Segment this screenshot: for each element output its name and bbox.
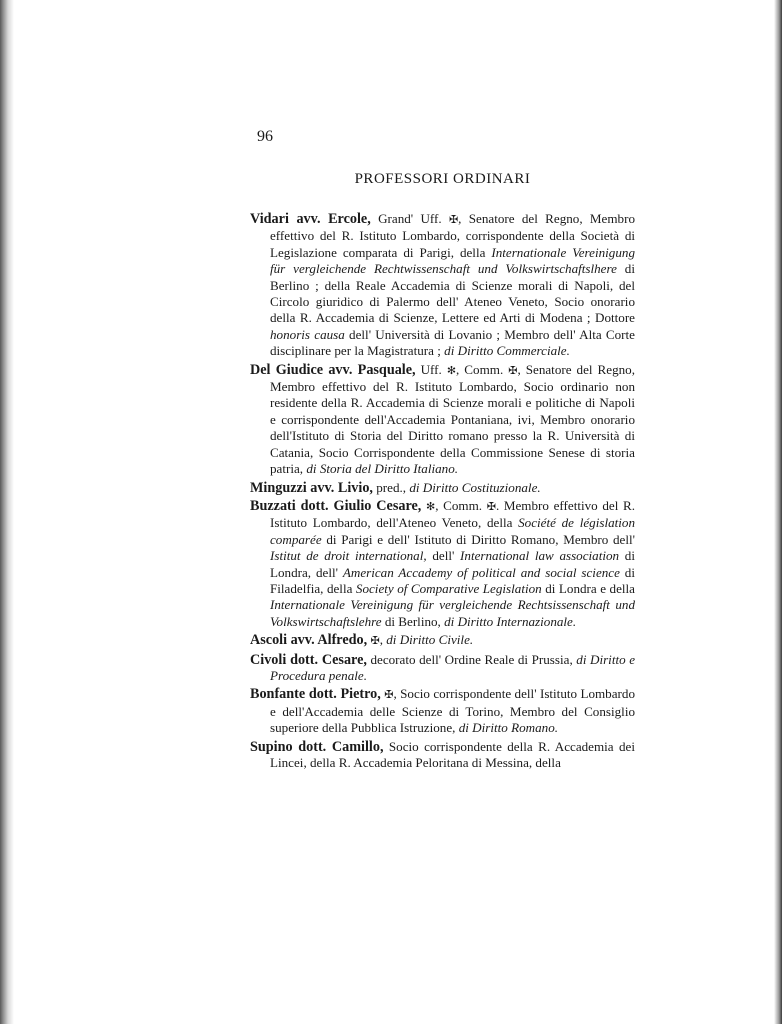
entry-italic-text: di Diritto Internazionale. (444, 613, 577, 629)
entry-text: , Comm. (456, 361, 509, 377)
entry-text: , Senatore del Regno, Membro effettivo del R. Istituto Lombardo, Socio ordinario non residente della R. Accademia di Scienze morali e politiche di Napoli e corrispondente dell'Accademia Pontaniana, ivi, Membro onorario dell'Istituto di Storia del Diritto romano presso la R. Università di Catania, Socio Corrispondente della Commissione Senese di storia patria, (270, 361, 635, 477)
order-cross-icon: ✠ (448, 214, 459, 226)
entry-text: Socio corrispondente della R. Accademia dei Lincei, della R. Accademia Peloritana di Messina, della (270, 738, 635, 770)
entry-italic-text: American Accademy of political and social science (342, 564, 620, 580)
entry-italic-text: di Storia del Diritto Italiano. (306, 461, 459, 477)
entry-name: Supino dott. Camillo, (250, 738, 384, 755)
entry-text: dell' (426, 548, 461, 564)
entry-text: dell' Università di Lovanio ; Membro dell' Alta Corte disciplinare per la Magistratura ; (270, 326, 635, 359)
page-number: 96 (257, 128, 273, 145)
scan-edge-left (0, 0, 14, 1024)
entry-italic-text: International law association (460, 548, 620, 564)
entry-text: pred., (372, 479, 410, 495)
running-head: PROFESSORI ORDINARI (354, 171, 531, 187)
entry-italic-text: di Diritto Romano. (458, 720, 559, 736)
entry-text: di Londra e della (541, 580, 635, 596)
entry-ascoli (250, 632, 635, 649)
entry-text: Grand' Uff. (370, 211, 449, 226)
order-cross-icon: ✻ (426, 500, 436, 513)
entry-bonfante (250, 686, 635, 736)
entry-buzzati (250, 498, 635, 630)
entry-italic-text: Internationale Vereinigung für vergleichende Rechtsissenschaft und Volkswirtschaftslehre (270, 597, 635, 629)
entry-italic-text: Society of Comparative Legislation (355, 580, 542, 596)
order-cross-icon: ✠ (384, 689, 394, 702)
order-cross-icon: ✠ (370, 635, 380, 648)
entry-name: Civoli dott. Cesare, (250, 651, 367, 668)
order-cross-icon: ✻ (446, 364, 457, 377)
scan-edge-right (774, 0, 782, 1024)
order-cross-icon: ✠ (508, 364, 518, 377)
entry-text: di Berlino ; della Reale Accademia di Scienze morali di Napoli, del Circolo giuridico di Palermo dell' Ateneo Veneto, Socio onorario della R. Accademia di Scienze, Lettere ed Arti di Modena ; Dottore (270, 261, 635, 326)
entry-italic-text: di Diritto e Procedura penale. (270, 651, 636, 683)
entry-italic-text: Internationale Vereinigung für vergleichende Rechtwissenschaft und Volkswirtschaftslhere (270, 244, 635, 277)
entry-text: di Filadelfia, della (270, 564, 635, 596)
entry-name: Vidari avv. Ercole, (250, 211, 371, 227)
entry-del-giudice (250, 362, 635, 478)
entry-text: , Senatore del Regno, Membro effettivo del R. Istituto Lombardo, corrispondente della Società di Legislazione comparata di Parigi, della (270, 211, 635, 260)
entry-text: di Londra, dell' (270, 548, 635, 580)
entry-vidari (250, 211, 635, 360)
entry-civoli (250, 652, 635, 685)
entry-italic-text: di Diritto Commerciale. (444, 343, 570, 359)
entry-text: , Socio corrispondente dell' Istituto Lombardo e dell'Accademia delle Scienze di Torino, Membro del Consiglio superiore della Pubblica Istruzione, (270, 686, 635, 736)
entry-text: , (379, 632, 387, 648)
entry-italic-text: Istitut de droit international, (270, 548, 427, 564)
entry-name: Minguzzi avv. Livio, (250, 479, 373, 496)
entry-name: Buzzati dott. Giulio Cesare, (250, 497, 422, 514)
entry-name: Bonfante dott. Pietro, (250, 686, 381, 703)
entry-text: decorato dell' Ordine Reale di Prussia, (366, 651, 577, 667)
entry-text: , Comm. (435, 497, 487, 513)
entry-supino (250, 739, 635, 772)
entry-italic-text: di Diritto Civile. (386, 632, 474, 648)
entry-minguzzi (250, 480, 635, 496)
entry-text: di Berlino, (381, 613, 445, 629)
entry-name: Del Giudice avv. Pasquale, (250, 361, 416, 378)
entry-italic-text: honoris causa (270, 326, 345, 342)
entry-text: . Membro effettivo del R. Istituto Lombardo, dell'Ateneo Veneto, della (270, 497, 636, 531)
order-cross-icon: ✠ (486, 500, 496, 513)
entry-italic-text: di Diritto Costituzionale. (409, 479, 541, 495)
entry-list (250, 211, 635, 773)
entry-text: Uff. (415, 361, 447, 377)
entry-italic-text: Société de législation comparée (270, 515, 635, 547)
entry-text: di Parigi e dell' Istituto di Diritto Romano, Membro dell' (321, 531, 635, 547)
entry-name: Ascoli avv. Alfredo, (250, 632, 368, 649)
